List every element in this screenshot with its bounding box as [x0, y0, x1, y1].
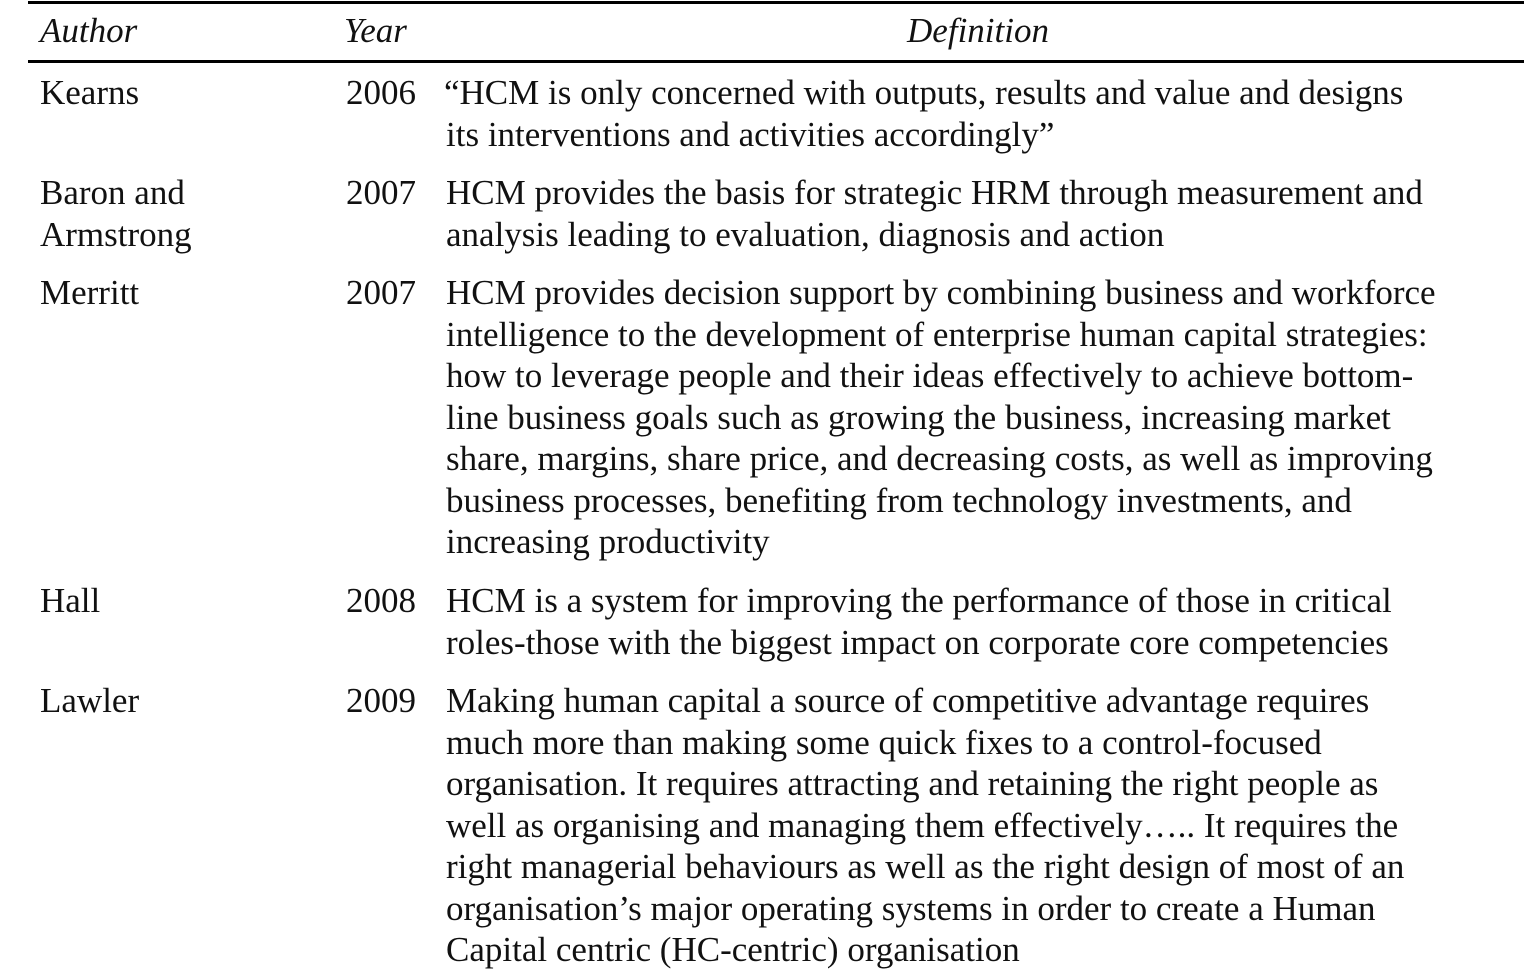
table-top-rule: [28, 1, 1524, 4]
author-line: Hall: [40, 581, 101, 620]
header-author: Author: [40, 11, 138, 50]
author-cell: [40, 580, 330, 622]
author-cell: [40, 72, 330, 114]
definition-line: roles-those with the biggest impact on corporate core competencies: [446, 622, 1389, 662]
definition-line: right managerial behaviours as well as the right design of most of an: [446, 847, 1405, 886]
definition-line: HCM provides decision support by combining business and workforce: [446, 273, 1436, 312]
year-cell: 2007: [346, 273, 416, 312]
definition-line: HCM provides the basis for strategic HRM through measurement and: [446, 173, 1423, 212]
definition-line: “HCM is only concerned with outputs, results and value and designs: [444, 73, 1404, 112]
definition-line: how to leverage people and their ideas effectively to achieve bottom-: [446, 356, 1414, 395]
definition-line: line business goals such as growing the business, increasing market: [446, 397, 1391, 437]
table-header-rule: [28, 60, 1524, 63]
year-cell: 2008: [346, 581, 416, 620]
header-definition: Definition: [907, 11, 1049, 50]
definition-line: increasing productivity: [446, 522, 770, 561]
author-line: Armstrong: [40, 214, 192, 254]
year-cell: 2009: [346, 681, 416, 720]
definition-cell: [446, 272, 1516, 563]
definition-cell: [446, 172, 1516, 255]
header-year: Year: [344, 11, 407, 50]
author-cell: [40, 272, 330, 314]
definition-cell: [446, 680, 1516, 971]
definition-line: its interventions and activities accordingly”: [446, 114, 1055, 154]
author-line: Kearns: [40, 73, 140, 112]
author-cell: [40, 172, 330, 255]
definition-line: Capital centric (HC-centric) organisation: [446, 930, 1020, 969]
definition-line: intelligence to the development of enterprise human capital strategies:: [446, 314, 1428, 354]
definition-cell: [444, 72, 1514, 155]
year-cell: 2007: [346, 173, 416, 212]
definition-line: organisation’s major operating systems in order to create a Human: [446, 888, 1376, 928]
definition-line: much more than making some quick fixes to a control-focused: [446, 722, 1322, 762]
definition-line: well as organising and managing them effectively….. It requires the: [446, 805, 1399, 845]
definition-line: analysis leading to evaluation, diagnosis and action: [446, 214, 1165, 254]
definition-cell: [446, 580, 1516, 663]
author-line: Lawler: [40, 681, 140, 720]
definition-line: organisation. It requires attracting and retaining the right people as: [446, 764, 1379, 803]
author-line: Baron and: [40, 173, 185, 212]
definition-line: share, margins, share price, and decreasing costs, as well as improving: [446, 439, 1433, 478]
definition-line: Making human capital a source of competitive advantage requires: [446, 681, 1370, 720]
author-cell: [40, 680, 330, 722]
year-cell: 2006: [346, 73, 416, 112]
definition-line: business processes, benefiting from technology investments, and: [446, 480, 1352, 520]
author-line: Merritt: [40, 273, 140, 312]
definition-line: HCM is a system for improving the performance of those in critical: [446, 581, 1392, 620]
